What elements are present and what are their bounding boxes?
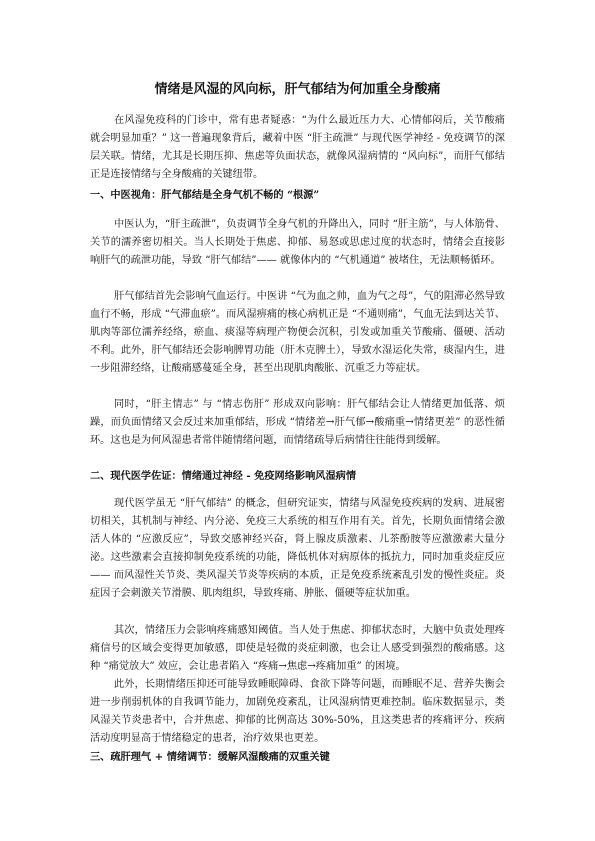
section2-paragraph-1: 现代医学虽无 “肝气郁结” 的概念，但研究证实，情绪与风湿免疫疾病的发病、进展密切相关，其机制与神经、内分泌、免疫三大系统的相互作用有关。首先，长期负面情绪会激活人体的 “应激反应”，导致交感神经兴奋，肾上腺皮质激素、儿茶酚胺等应激激素大量分泌。这些激素会直接抑制免疫系统的功能，降低机体对病原体的抵抗力，同时加重炎症反应 —— 而风湿性关节炎、类风湿关节炎等疾病的本质，正是免疫系统紊乱引发的慢性炎症。炎症因子会刺激关节滑膜、肌肉组织，导致疼痛、肿胀、僵硬等症状加重。: [90, 498, 505, 599]
intro-paragraph: 在风湿免疫科的门诊中，常有患者疑惑：“为什么最近压力大、心情郁闷后，关节酸痛就会明显加重？” 这一普遍现象背后，藏着中医 “肝主疏泄” 与现代医学神经 - 免疫调节的深层关联。情绪，尤其是长期压抑、焦虑等负面状态，就像风湿病情的 “风向标”，而肝气郁结正是连接情绪与全身酸痛的关键纽带。: [90, 115, 505, 180]
section-heading-1: 一、中医视角：肝气郁结是全身气机不畅的 “根源”: [90, 189, 320, 201]
section1-paragraph-1: 中医认为，“肝主疏泄”，负责调节全身气机的升降出入，同时 “肝主筋”，与人体筋骨、关节的濡养密切相关。当人长期处于焦虑、抑郁、易怒或思虑过度的状态时，情绪会直接影响肝气的疏泄功能，导致 “肝气郁结”—— 就像体内的 “气机通道” 被堵住，无法顺畅循环。: [90, 219, 505, 266]
section1-paragraph-2: 肝气郁结首先会影响气血运行。中医讲 “气为血之帅，血为气之母”，气的阻滞必然导致血行不畅，形成 “气滞血瘀”。而风湿痹痛的核心病机正是 “不通则痛”，气血无法到达关节、肌肉等部位濡养经络，瘀血、痰湿等病理产物便会沉积，引发或加重关节酸痛、僵硬、活动不利。此外，肝气郁结还会影响脾胃功能（肝木克脾土），导致水湿运化失常，痰湿内生，进一步阻滞经络，让酸痛感蔓延全身，甚至出现肌肉酸胀、沉重乏力等症状。: [90, 291, 505, 374]
section1-paragraph-3: 同时，“肝主情志” 与 “情志伤肝” 形成双向影响：肝气郁结会让人情绪更加低落、烦躁，而负面情绪又会反过来加重郁结，形成 “情绪差→肝气郁→酸痛重→情绪更差” 的恶性循环。这也是为何风湿患者常伴随情绪问题，而情绪疏导后病情往往能得到缓解。: [90, 399, 505, 446]
section-heading-3: 三、疏肝理气 + 情绪调节：缓解风湿酸痛的双重关键: [90, 751, 330, 763]
section-heading-2: 二、现代医学佐证：情绪通过神经 - 免疫网络影响风湿病情: [90, 470, 357, 482]
document-title: 情绪是风湿的风向标，肝气郁结为何加重全身酸痛: [154, 82, 441, 97]
section2-paragraph-2: 其次，情绪压力会影响疼痛感知阈值。当人处于焦虑、抑郁状态时，大脑中负责处理疼痛信号的区域会变得更加敏感，即使是轻微的炎症刺激，也会让人感受到强烈的酸痛感。这种 “痛觉放大” 效应，会让患者陷入 “疼痛→焦虑→疼痛加重” 的困境。: [90, 625, 505, 672]
section2-paragraph-3: 此外，长期情绪压抑还可能导致睡眠障碍、食欲下降等问题，而睡眠不足、营养失衡会进一步削弱机体的自我调节能力，加剧免疫紊乱，让风湿病情更难控制。临床数据显示，类风湿关节炎患者中，合并焦虑、抑郁的比例高达 30%-50%，且这类患者的疼痛评分、疾病活动度明显高于情绪稳定的患者，治疗效果也更差。: [90, 679, 505, 744]
